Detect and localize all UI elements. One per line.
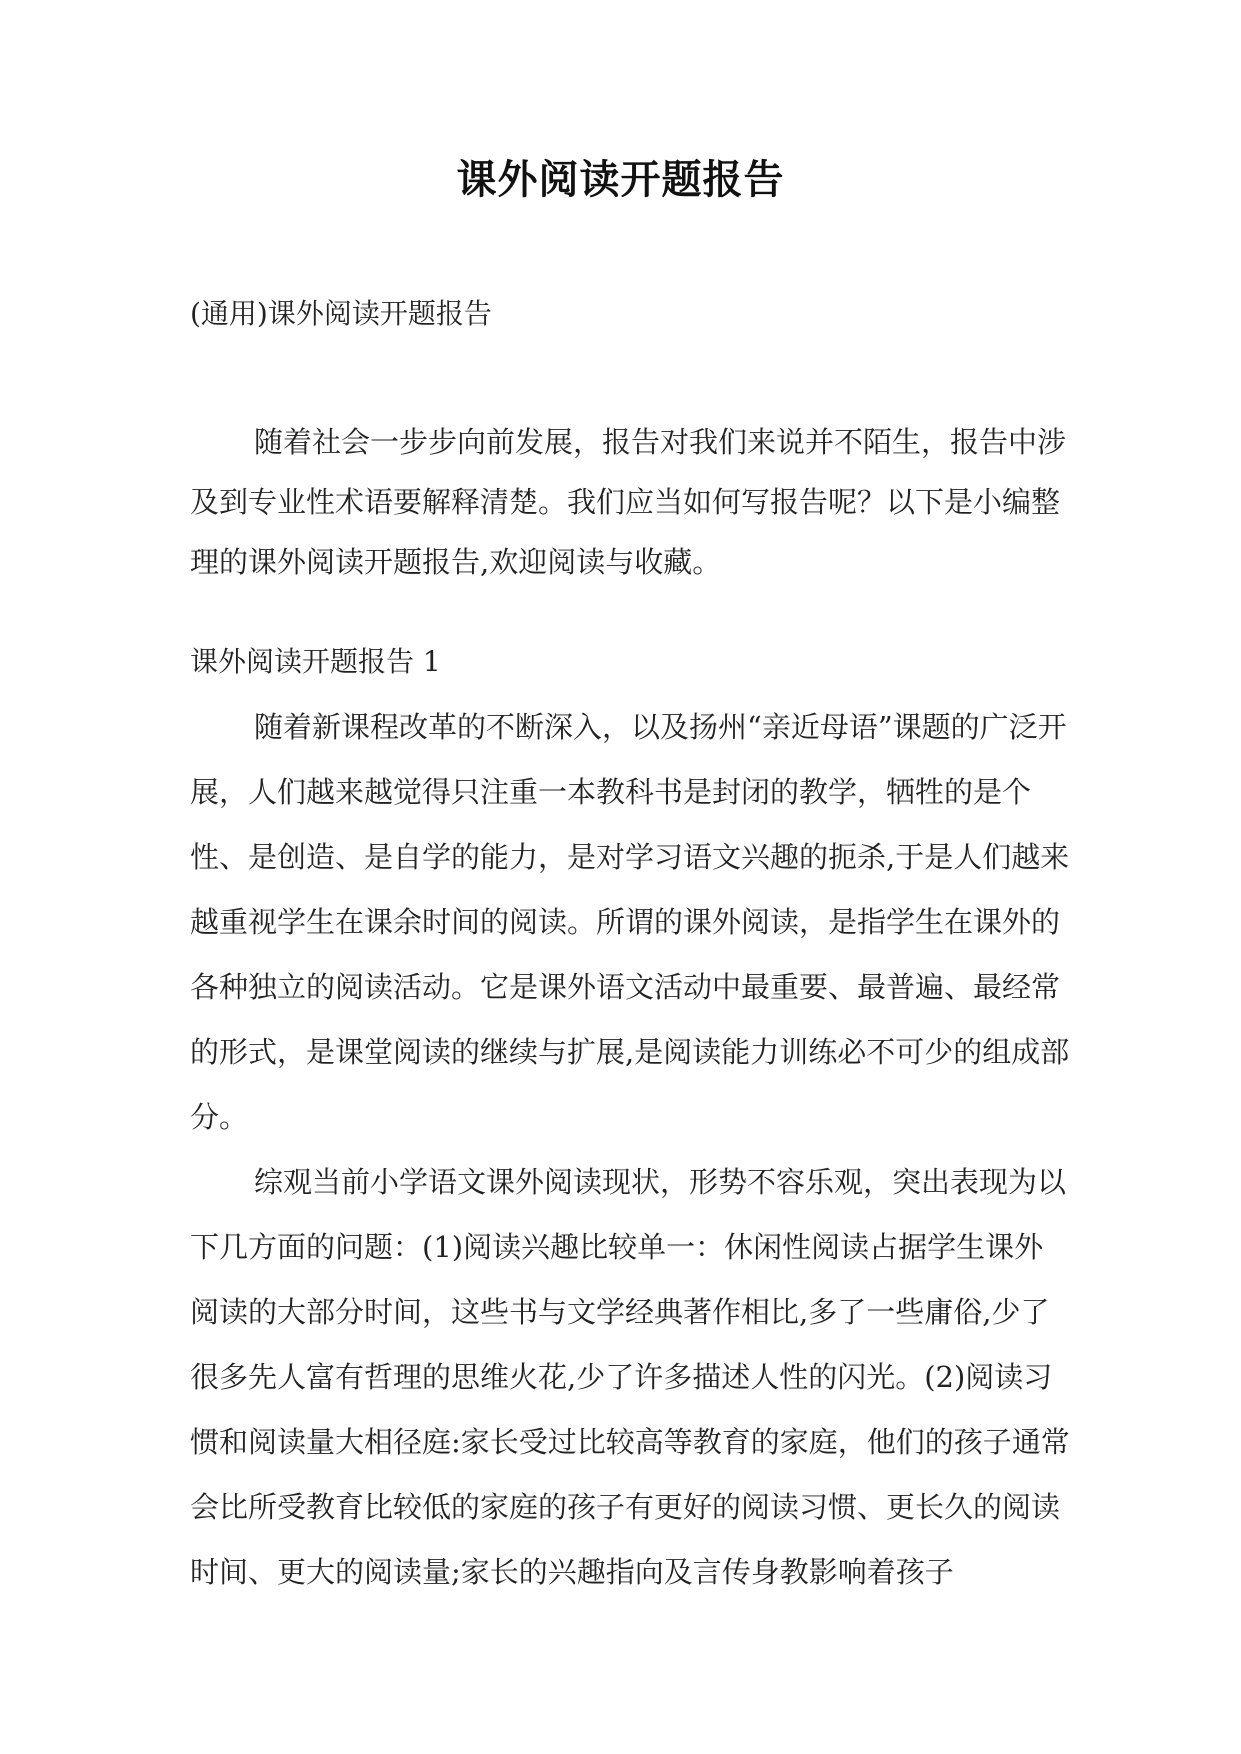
section-1-paragraph-2: 综观当前小学语文课外阅读现状，形势不容乐观，突出表现为以下几方面的问题：(1)阅读兴趣比较单一：休闲性阅读占据学生课外阅读的大部分时间，这些书与文学经典著作相比,多了一些庸俗,少了很多先人富有哲理的思维火花,少了许多描述人性的闪光。(2)阅读习惯和阅读量大相径庭:家长受过比较高等教育的家庭，他们的孩子通常会比所受教育比较低的家庭的孩子有更好的阅读习惯、更长久的阅读时间、更大的阅读量;家长的兴趣指向及言传身教影响着孩子: [190, 1165, 1070, 1589]
intro-paragraph: 随着社会一步步向前发展，报告对我们来说并不陌生，报告中涉及到专业性术语要解释清楚。我们应当如何写报告呢？以下是小编整理的课外阅读开题报告,欢迎阅读与收藏。: [190, 425, 1067, 579]
document-title: 课外阅读开题报告: [456, 157, 785, 203]
section-1-paragraph-1-block: [190, 695, 1070, 1150]
intro-block: [190, 412, 1070, 592]
document-subtitle: (通用)课外阅读开题报告: [190, 297, 492, 330]
section-1-paragraph-2-block: [190, 1150, 1070, 1605]
section-1-heading: 课外阅读开题报告 1: [190, 645, 441, 678]
section-1-paragraph-1: 随着新课程改革的不断深入，以及扬州“亲近母语”课题的广泛开展，人们越来越觉得只注重一本教科书是封闭的教学，牺牲的是个性、是创造、是自学的能力，是对学习语文兴趣的扼杀,于是人们越来越重视学生在课余时间的阅读。所谓的课外阅读，是指学生在课外的各种独立的阅读活动。它是课外语文活动中最重要、最普遍、最经常的形式，是课堂阅读的继续与扩展,是阅读能力训练必不可少的组成部分。: [190, 710, 1070, 1134]
